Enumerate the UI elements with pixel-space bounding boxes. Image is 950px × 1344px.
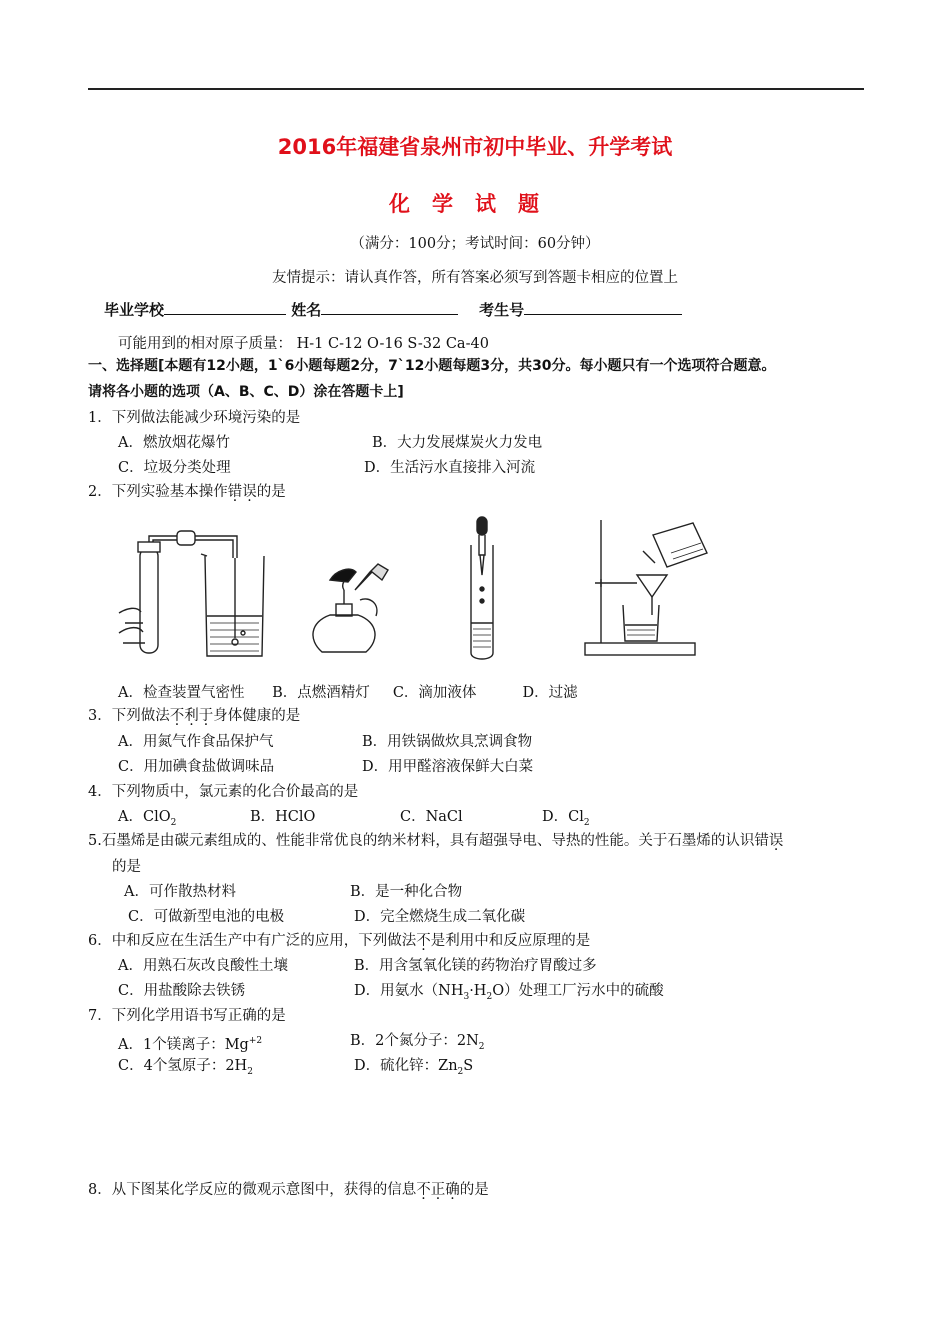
q6-option-b: B．用含氢氧化镁的药物治疗胃酸过多 — [354, 958, 597, 974]
exam-title: 2016年福建省泉州市初中毕业、升学考试 — [277, 135, 673, 159]
q7-stem: 7．下列化学用语书写正确的是 — [88, 1008, 286, 1024]
q8-stem: 8．从下图某化学反应的微观示意图中，获得的信息不正确的是 — [88, 1182, 489, 1198]
exam-subtitle: 化学试题 — [389, 192, 561, 216]
q3-stem: 3．下列做法不利于身体健康的是 — [88, 708, 301, 724]
q3-option-c: C．用加碘食盐做调味品 — [118, 759, 275, 775]
score-time: （满分：100分；考试时间：60分钟） — [350, 236, 600, 252]
student-fields — [104, 300, 682, 319]
q7-option-c: C．4个氢原子：$2H_2$ — [118, 1058, 253, 1077]
q5-option-b: B．是一种化合物 — [350, 884, 463, 900]
q5-stem-line2: 的是 — [112, 859, 141, 875]
figure-filtration — [583, 515, 718, 660]
q3-option-d: D．用甲醛溶液保鲜大白菜 — [362, 759, 534, 775]
figure-alcohol-lamp — [300, 560, 395, 660]
atomic-masses: 可能用到的相对原子质量： H-1 C-12 O-16 S-32 Ca-40 — [118, 336, 489, 352]
top-rule — [88, 88, 864, 90]
q4-option-a: A．ClO$_2$ — [118, 809, 177, 828]
field-id-label: 考生号 — [479, 301, 525, 319]
q2-options: A．检查装置气密性 B．点燃酒精灯 C．滴加液体 D．过滤 — [118, 685, 578, 701]
q3-option-b: B．用铁锅做炊具烹调食物 — [362, 734, 533, 750]
q4-option-d: D．$Cl_2$ — [542, 809, 590, 828]
q6-option-c: C．用盐酸除去铁锈 — [118, 983, 246, 999]
q4-option-c: C．NaCl — [400, 809, 463, 825]
q4-stem: 4．下列物质中，氯元素的化合价最高的是 — [88, 784, 359, 800]
q1-option-d: D．生活污水直接排入河流 — [364, 460, 536, 476]
q5-stem-line1: 5.石墨烯是由碳元素组成的、性能非常优良的纳米材料，具有超强导电、导热的性能。关于石墨烯的认识错误 — [88, 833, 784, 849]
name-blank[interactable] — [321, 300, 458, 315]
q3-option-a: A．用氮气作食品保护气 — [118, 734, 274, 750]
figure-airtightness-check — [115, 528, 270, 660]
q7-option-d: D．硫化锌：$Zn_2S$ — [354, 1058, 474, 1077]
section1-line2: 请将各小题的选项（A、B、C、D）涂在答题卡上] — [88, 384, 404, 400]
field-name-label: 姓名 — [291, 301, 322, 319]
q5-option-a: A．可作散热材料 — [124, 884, 236, 900]
school-blank[interactable] — [164, 300, 286, 315]
id-blank[interactable] — [524, 300, 682, 315]
section1-line1: 一、选择题[本题有12小题，1`6小题每题2分，7`12小题每题3分，共30分。每小题只有一个选项符合题意。 — [88, 358, 776, 374]
q7-option-a: A．1个镁离子：$Mg^{+2}$ — [118, 1036, 263, 1053]
q5-option-c: C．可做新型电池的电极 — [128, 909, 285, 925]
q6-option-a: A．用熟石灰改良酸性土壤 — [118, 958, 288, 974]
q1-option-b: B．大力发展煤炭火力发电 — [372, 435, 543, 451]
q5-option-d: D．完全燃烧生成二氧化碳 — [354, 909, 526, 925]
friendly-tip: 友情提示：请认真作答，所有答案必须写到答题卡相应的位置上 — [272, 270, 678, 286]
q7-option-b: B．2个氮分子：$2N_2$ — [350, 1033, 485, 1052]
q4-option-b: B．HClO — [250, 809, 316, 825]
q6-stem: 6．中和反应在生活生产中有广泛的应用，下列做法不是利用中和反应原理的是 — [88, 933, 591, 949]
figure-dropping-liquid — [465, 515, 501, 660]
q6-option-d: D．用氨水$(NH_3\cdot H_2O)$处理工厂污水中的硫酸 — [354, 983, 664, 1002]
q2-stem: 2．下列实验基本操作错误的是 — [88, 484, 286, 500]
q1-option-a: A．燃放烟花爆竹 — [118, 435, 230, 451]
q1-option-c: C．垃圾分类处理 — [118, 460, 231, 476]
field-school-label: 毕业学校 — [104, 301, 165, 319]
q1-stem: 1．下列做法能减少环境污染的是 — [88, 410, 301, 426]
